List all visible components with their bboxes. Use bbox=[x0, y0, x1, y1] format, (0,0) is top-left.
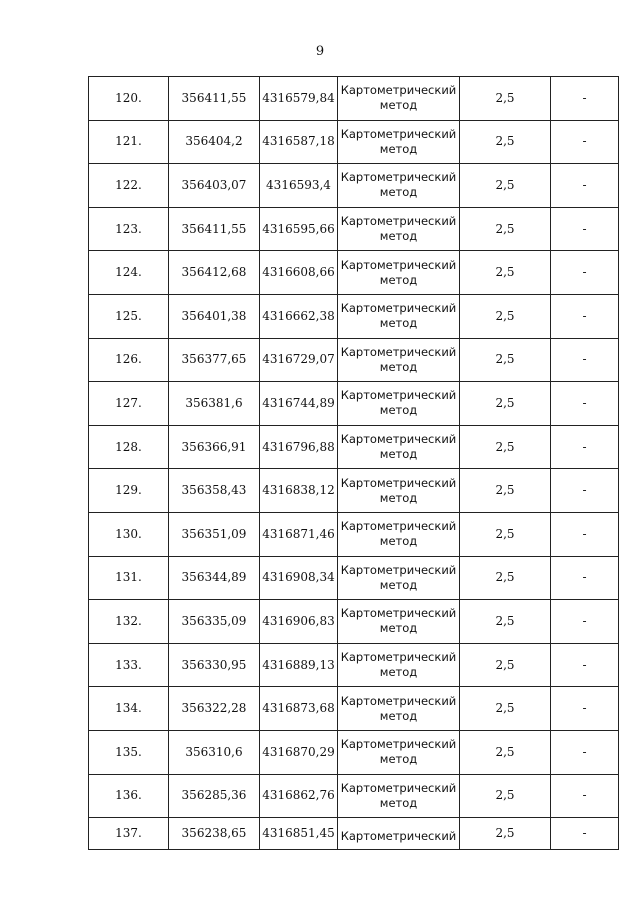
accuracy-cell: 2,5 bbox=[460, 207, 551, 251]
note-cell: - bbox=[551, 643, 619, 687]
point-number-cell: 135. bbox=[89, 730, 169, 774]
method-cell: Картометрический метод bbox=[338, 382, 460, 426]
method-cell: Картометрический bbox=[338, 818, 460, 850]
table-row bbox=[89, 600, 619, 644]
note-cell: - bbox=[551, 294, 619, 338]
note-cell: - bbox=[551, 77, 619, 121]
method-cell: Картометрический метод bbox=[338, 120, 460, 164]
y-coordinate-cell: 4316851,45 bbox=[260, 818, 338, 850]
point-number-cell: 125. bbox=[89, 294, 169, 338]
x-coordinate-cell: 356366,91 bbox=[169, 425, 260, 469]
note-cell: - bbox=[551, 469, 619, 513]
table-row bbox=[89, 164, 619, 208]
table-row bbox=[89, 512, 619, 556]
method-cell: Картометрический метод bbox=[338, 600, 460, 644]
accuracy-cell: 2,5 bbox=[460, 556, 551, 600]
x-coordinate-cell: 356358,43 bbox=[169, 469, 260, 513]
note-cell: - bbox=[551, 425, 619, 469]
x-coordinate-cell: 356335,09 bbox=[169, 600, 260, 644]
method-cell: Картометрический метод bbox=[338, 294, 460, 338]
table-row bbox=[89, 338, 619, 382]
y-coordinate-cell: 4316838,12 bbox=[260, 469, 338, 513]
y-coordinate-cell: 4316744,89 bbox=[260, 382, 338, 426]
table-row bbox=[89, 77, 619, 121]
y-coordinate-cell: 4316908,34 bbox=[260, 556, 338, 600]
method-cell: Картометрический метод bbox=[338, 730, 460, 774]
x-coordinate-cell: 356310,6 bbox=[169, 730, 260, 774]
y-coordinate-cell: 4316729,07 bbox=[260, 338, 338, 382]
accuracy-cell: 2,5 bbox=[460, 382, 551, 426]
y-coordinate-cell: 4316906,83 bbox=[260, 600, 338, 644]
y-coordinate-cell: 4316889,13 bbox=[260, 643, 338, 687]
table-row bbox=[89, 687, 619, 731]
method-cell: Картометрический метод bbox=[338, 425, 460, 469]
accuracy-cell: 2,5 bbox=[460, 818, 551, 850]
accuracy-cell: 2,5 bbox=[460, 774, 551, 818]
x-coordinate-cell: 356330,95 bbox=[169, 643, 260, 687]
x-coordinate-cell: 356351,09 bbox=[169, 512, 260, 556]
x-coordinate-cell: 356412,68 bbox=[169, 251, 260, 295]
note-cell: - bbox=[551, 687, 619, 731]
method-cell: Картометрический метод bbox=[338, 774, 460, 818]
point-number-cell: 127. bbox=[89, 382, 169, 426]
accuracy-cell: 2,5 bbox=[460, 338, 551, 382]
point-number-cell: 131. bbox=[89, 556, 169, 600]
x-coordinate-cell: 356285,36 bbox=[169, 774, 260, 818]
x-coordinate-cell: 356404,2 bbox=[169, 120, 260, 164]
note-cell: - bbox=[551, 600, 619, 644]
y-coordinate-cell: 4316796,88 bbox=[260, 425, 338, 469]
x-coordinate-cell: 356377,65 bbox=[169, 338, 260, 382]
table-row bbox=[89, 469, 619, 513]
table-row bbox=[89, 730, 619, 774]
coordinates-table-body bbox=[89, 77, 619, 850]
x-coordinate-cell: 356403,07 bbox=[169, 164, 260, 208]
point-number-cell: 126. bbox=[89, 338, 169, 382]
table-row bbox=[89, 207, 619, 251]
accuracy-cell: 2,5 bbox=[460, 687, 551, 731]
note-cell: - bbox=[551, 818, 619, 850]
accuracy-cell: 2,5 bbox=[460, 600, 551, 644]
point-number-cell: 129. bbox=[89, 469, 169, 513]
x-coordinate-cell: 356238,65 bbox=[169, 818, 260, 850]
accuracy-cell: 2,5 bbox=[460, 425, 551, 469]
method-cell: Картометрический метод bbox=[338, 512, 460, 556]
accuracy-cell: 2,5 bbox=[460, 512, 551, 556]
x-coordinate-cell: 356322,28 bbox=[169, 687, 260, 731]
y-coordinate-cell: 4316595,66 bbox=[260, 207, 338, 251]
accuracy-cell: 2,5 bbox=[460, 120, 551, 164]
point-number-cell: 134. bbox=[89, 687, 169, 731]
table-row bbox=[89, 120, 619, 164]
point-number-cell: 124. bbox=[89, 251, 169, 295]
method-cell: Картометрический метод bbox=[338, 207, 460, 251]
x-coordinate-cell: 356411,55 bbox=[169, 207, 260, 251]
y-coordinate-cell: 4316593,4 bbox=[260, 164, 338, 208]
point-number-cell: 123. bbox=[89, 207, 169, 251]
point-number-cell: 133. bbox=[89, 643, 169, 687]
note-cell: - bbox=[551, 251, 619, 295]
table-row bbox=[89, 382, 619, 426]
table-row bbox=[89, 425, 619, 469]
table-row bbox=[89, 294, 619, 338]
note-cell: - bbox=[551, 774, 619, 818]
coordinates-table bbox=[88, 76, 619, 850]
note-cell: - bbox=[551, 382, 619, 426]
y-coordinate-cell: 4316608,66 bbox=[260, 251, 338, 295]
accuracy-cell: 2,5 bbox=[460, 730, 551, 774]
y-coordinate-cell: 4316862,76 bbox=[260, 774, 338, 818]
y-coordinate-cell: 4316579,84 bbox=[260, 77, 338, 121]
point-number-cell: 136. bbox=[89, 774, 169, 818]
x-coordinate-cell: 356401,38 bbox=[169, 294, 260, 338]
point-number-cell: 130. bbox=[89, 512, 169, 556]
y-coordinate-cell: 4316873,68 bbox=[260, 687, 338, 731]
point-number-cell: 122. bbox=[89, 164, 169, 208]
method-cell: Картометрический метод bbox=[338, 556, 460, 600]
point-number-cell: 120. bbox=[89, 77, 169, 121]
accuracy-cell: 2,5 bbox=[460, 469, 551, 513]
method-cell: Картометрический метод bbox=[338, 164, 460, 208]
accuracy-cell: 2,5 bbox=[460, 77, 551, 121]
point-number-cell: 132. bbox=[89, 600, 169, 644]
x-coordinate-cell: 356411,55 bbox=[169, 77, 260, 121]
table-row bbox=[89, 643, 619, 687]
method-cell: Картометрический метод bbox=[338, 469, 460, 513]
note-cell: - bbox=[551, 207, 619, 251]
accuracy-cell: 2,5 bbox=[460, 164, 551, 208]
note-cell: - bbox=[551, 164, 619, 208]
method-cell: Картометрический метод bbox=[338, 338, 460, 382]
accuracy-cell: 2,5 bbox=[460, 643, 551, 687]
note-cell: - bbox=[551, 120, 619, 164]
table-row bbox=[89, 556, 619, 600]
accuracy-cell: 2,5 bbox=[460, 251, 551, 295]
note-cell: - bbox=[551, 512, 619, 556]
y-coordinate-cell: 4316871,46 bbox=[260, 512, 338, 556]
point-number-cell: 137. bbox=[89, 818, 169, 850]
method-cell: Картометрический метод bbox=[338, 77, 460, 121]
y-coordinate-cell: 4316662,38 bbox=[260, 294, 338, 338]
page-number: 9 bbox=[315, 44, 325, 59]
table-row bbox=[89, 818, 619, 850]
method-cell: Картометрический метод bbox=[338, 687, 460, 731]
method-cell: Картометрический метод bbox=[338, 643, 460, 687]
x-coordinate-cell: 356381,6 bbox=[169, 382, 260, 426]
note-cell: - bbox=[551, 338, 619, 382]
method-cell: Картометрический метод bbox=[338, 251, 460, 295]
table-row bbox=[89, 774, 619, 818]
y-coordinate-cell: 4316870,29 bbox=[260, 730, 338, 774]
note-cell: - bbox=[551, 556, 619, 600]
point-number-cell: 128. bbox=[89, 425, 169, 469]
point-number-cell: 121. bbox=[89, 120, 169, 164]
note-cell: - bbox=[551, 730, 619, 774]
table-row bbox=[89, 251, 619, 295]
x-coordinate-cell: 356344,89 bbox=[169, 556, 260, 600]
y-coordinate-cell: 4316587,18 bbox=[260, 120, 338, 164]
accuracy-cell: 2,5 bbox=[460, 294, 551, 338]
